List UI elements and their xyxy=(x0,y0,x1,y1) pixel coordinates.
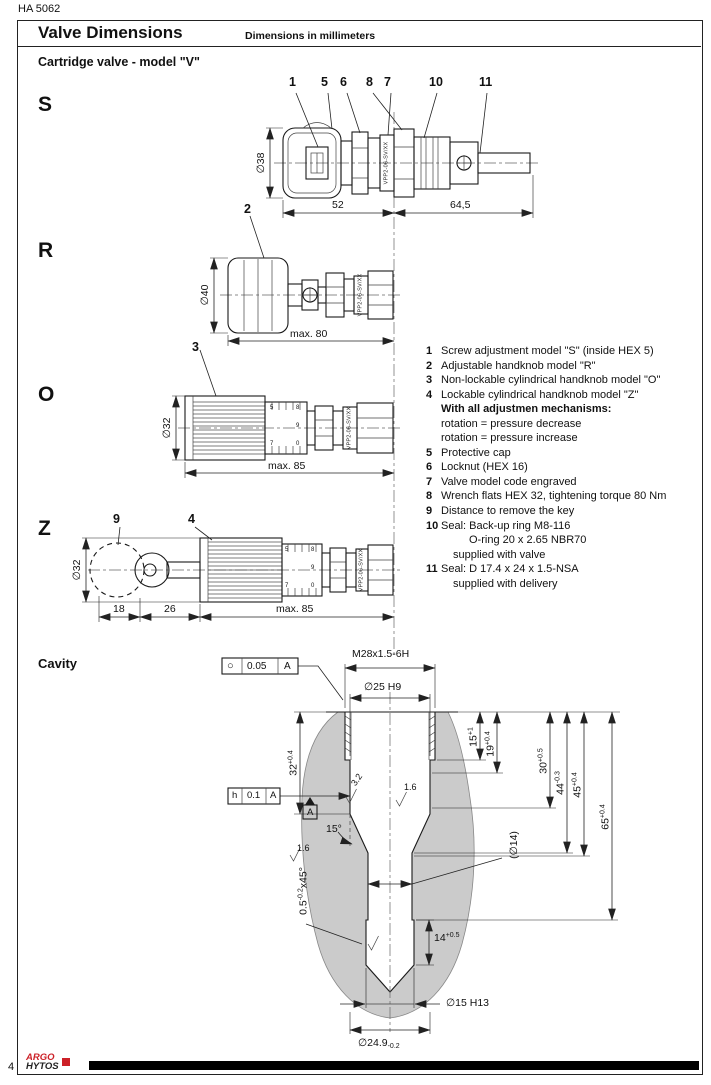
dial-digit: 9 xyxy=(296,423,300,429)
legend-item-text: Non-lockable cylindrical handknob model "O" xyxy=(441,374,661,387)
legend-item-text: Valve model code engraved xyxy=(441,475,577,488)
legend-item-text: Seal: D 17.4 x 24 x 1.5-NSA xyxy=(441,563,579,576)
page-number: 4 xyxy=(8,1061,15,1073)
angle-label: 15° xyxy=(326,823,342,835)
page-subtitle: Dimensions in millimeters xyxy=(245,30,376,42)
model-letter-o: O xyxy=(38,383,55,406)
legend-item xyxy=(426,562,704,577)
legend-item-number: 2 xyxy=(426,359,433,372)
callout-7: 7 xyxy=(384,75,391,89)
legend-item xyxy=(426,548,704,563)
page-title: Valve Dimensions xyxy=(38,23,183,42)
legend-item-text: supplied with valve xyxy=(453,548,546,561)
legend-item xyxy=(426,344,704,359)
legend-item-text: Wrench flats HEX 32, tightening torque 80 Nm xyxy=(441,490,667,503)
legend-item-number xyxy=(426,548,441,563)
legend-item-number xyxy=(426,402,441,417)
legend-item xyxy=(426,402,704,417)
legend-item-text: With all adjustmen mechanisms: xyxy=(441,403,612,416)
dial-digit: 0 xyxy=(296,441,300,447)
valve-code-r: VPP2-06-SV/XX xyxy=(357,273,364,317)
callout-2: 2 xyxy=(244,202,251,216)
callout-5: 5 xyxy=(321,75,328,89)
dial-digit: 5 xyxy=(270,405,274,411)
legend-item xyxy=(426,373,704,388)
legend-item-text: Screw adjustment model "S" (inside HEX 5) xyxy=(441,345,654,357)
legend-item xyxy=(426,460,704,475)
dim-dia14-ref: (∅14) xyxy=(507,831,520,859)
cavity-section-drawing xyxy=(222,658,620,1034)
brand-argo: ARGO xyxy=(26,1052,55,1063)
brand-logo xyxy=(26,1053,70,1071)
legend-item-number: 4 xyxy=(426,388,433,401)
z-valve-drawing xyxy=(82,527,400,622)
legend-item-text: Seal: Back-up ring M8-116 xyxy=(441,519,571,532)
callout-8: 8 xyxy=(366,75,373,89)
legend-item xyxy=(426,504,704,519)
dim-z-diameter: ∅32 xyxy=(70,559,83,581)
dial-digit: 7 xyxy=(270,441,274,447)
dial-digit: 9 xyxy=(311,565,315,571)
legend-item-text: Lockable cylindrical handknob model "Z" xyxy=(441,388,639,401)
callout-1: 1 xyxy=(289,75,296,89)
dim-z-length: max. 85 xyxy=(276,603,314,615)
tolerance-value: 0.05 xyxy=(247,661,267,672)
brand-square-icon xyxy=(62,1058,70,1066)
legend-item-text: Locknut (HEX 16) xyxy=(441,461,528,474)
doc-code: HA 5062 xyxy=(18,3,61,15)
legend-item-text: Protective cap xyxy=(441,446,511,459)
legend-item xyxy=(426,388,704,403)
legend-item-number xyxy=(426,577,441,592)
callout-11: 11 xyxy=(479,75,493,89)
legend-item-text: rotation = pressure increase xyxy=(441,432,578,445)
r-valve-drawing xyxy=(200,258,400,396)
legend-item-text: rotation = pressure decrease xyxy=(441,417,582,430)
valve-code-s: VPP2-06-SV/XX xyxy=(383,141,390,185)
dim-s-length2: 64,5 xyxy=(450,199,471,211)
legend-item xyxy=(426,519,704,534)
roughness-1-6-left: 1.6 xyxy=(297,843,310,853)
legend-item xyxy=(426,533,704,548)
legend-item-number xyxy=(426,533,441,548)
roughness-3-2: 3.2 xyxy=(348,771,365,788)
dial-digit: 5 xyxy=(285,547,289,553)
callout-10: 10 xyxy=(429,75,443,89)
dim-depth-44: $44^{-0.3}$ xyxy=(554,771,567,795)
dim-r-diameter: ∅40 xyxy=(198,284,211,306)
valve-code-z: VPP2-06-SV/XX xyxy=(358,548,365,592)
dim-o-diameter: ∅32 xyxy=(160,417,173,439)
legend-item-number: 10 xyxy=(426,519,439,532)
legend-item xyxy=(426,475,704,490)
dim-s-length1: 52 xyxy=(332,199,344,211)
legend-item-number: 3 xyxy=(426,374,433,387)
legend-item xyxy=(426,417,704,432)
callout-9: 9 xyxy=(113,512,120,526)
cavity-title: Cavity xyxy=(38,656,78,671)
model-letter-r: R xyxy=(38,239,54,262)
dim-14: $14^{+0.5}$ xyxy=(434,932,460,944)
dim-depth-45: $45^{+0.4}$ xyxy=(571,772,584,798)
legend-item-text: Adjustable handknob model "R" xyxy=(441,359,596,372)
roughness-1-6-right: 1.6 xyxy=(404,782,417,792)
brand-hytos: HYTOS xyxy=(26,1061,59,1072)
legend-item-number xyxy=(426,431,441,446)
tolerance-datum: A xyxy=(284,661,291,672)
dim-depth-65: $65^{+0.4}$ xyxy=(599,804,612,830)
legend-item-number xyxy=(426,417,441,432)
dim-dia15: ∅15 H13 xyxy=(446,997,490,1009)
legend-item-text: supplied with delivery xyxy=(453,577,558,590)
dim-z-18: 18 xyxy=(113,603,125,615)
dim-o-length: max. 85 xyxy=(268,460,306,472)
legend-item-number: 9 xyxy=(426,505,433,518)
datum-label: A xyxy=(307,807,314,818)
callout-6: 6 xyxy=(340,75,347,89)
callout-3: 3 xyxy=(192,340,199,354)
dial-digit: 8 xyxy=(296,405,300,411)
legend-item-number: 11 xyxy=(426,563,438,576)
dim-s-diameter: ∅38 xyxy=(254,152,267,174)
legend xyxy=(426,344,704,591)
dim-depth-30: $30^{+0.5}$ xyxy=(537,748,550,774)
footer-bar xyxy=(89,1061,699,1070)
legend-item xyxy=(426,431,704,446)
model-letter-s: S xyxy=(38,93,53,116)
model-letter-z: Z xyxy=(38,517,51,540)
fcf-value: 0.1 xyxy=(247,790,261,801)
fcf-symbol: h xyxy=(232,790,238,801)
legend-item-text: O-ring 20 x 2.65 NBR70 xyxy=(469,534,587,547)
dim-z-26: 26 xyxy=(164,603,176,615)
dim-dia249: $\emptyset 24.9_{-0.2}$ xyxy=(358,1037,400,1050)
fcf-datum: A xyxy=(270,790,277,801)
legend-item xyxy=(426,359,704,374)
dial-digit: 8 xyxy=(311,547,315,553)
dim-depth-15: $15^{+1}$ xyxy=(467,727,480,747)
thread-spec: M28x1.5-6H xyxy=(352,648,410,660)
dim-r-length: max. 80 xyxy=(290,328,328,340)
dial-digit: 0 xyxy=(311,583,315,589)
legend-item-text: Distance to remove the key xyxy=(441,505,575,518)
dim-dia25: ∅25 H9 xyxy=(364,681,402,693)
legend-item-number: 1 xyxy=(426,345,433,357)
section-title: Cartridge valve - model "V" xyxy=(38,55,200,69)
legend-item xyxy=(426,577,704,592)
dial-digit: 7 xyxy=(285,583,289,589)
legend-item-number: 5 xyxy=(426,446,433,459)
dim-depth-19: $19^{+0.4}$ xyxy=(484,731,497,757)
dim-depth-32: $32^{+0.4}$ xyxy=(287,750,300,776)
legend-item-number: 6 xyxy=(426,461,433,474)
legend-item-number: 8 xyxy=(426,490,433,503)
callout-4: 4 xyxy=(188,512,195,526)
legend-item xyxy=(426,446,704,461)
circularity-icon: ○ xyxy=(227,660,234,672)
chamfer-label: $0.5^{-0.2}x45^\circ$ xyxy=(297,867,310,915)
legend-item-number: 7 xyxy=(426,475,433,488)
valve-code-o: VPP2-06-SV/XX xyxy=(346,406,353,450)
legend-item xyxy=(426,489,704,504)
